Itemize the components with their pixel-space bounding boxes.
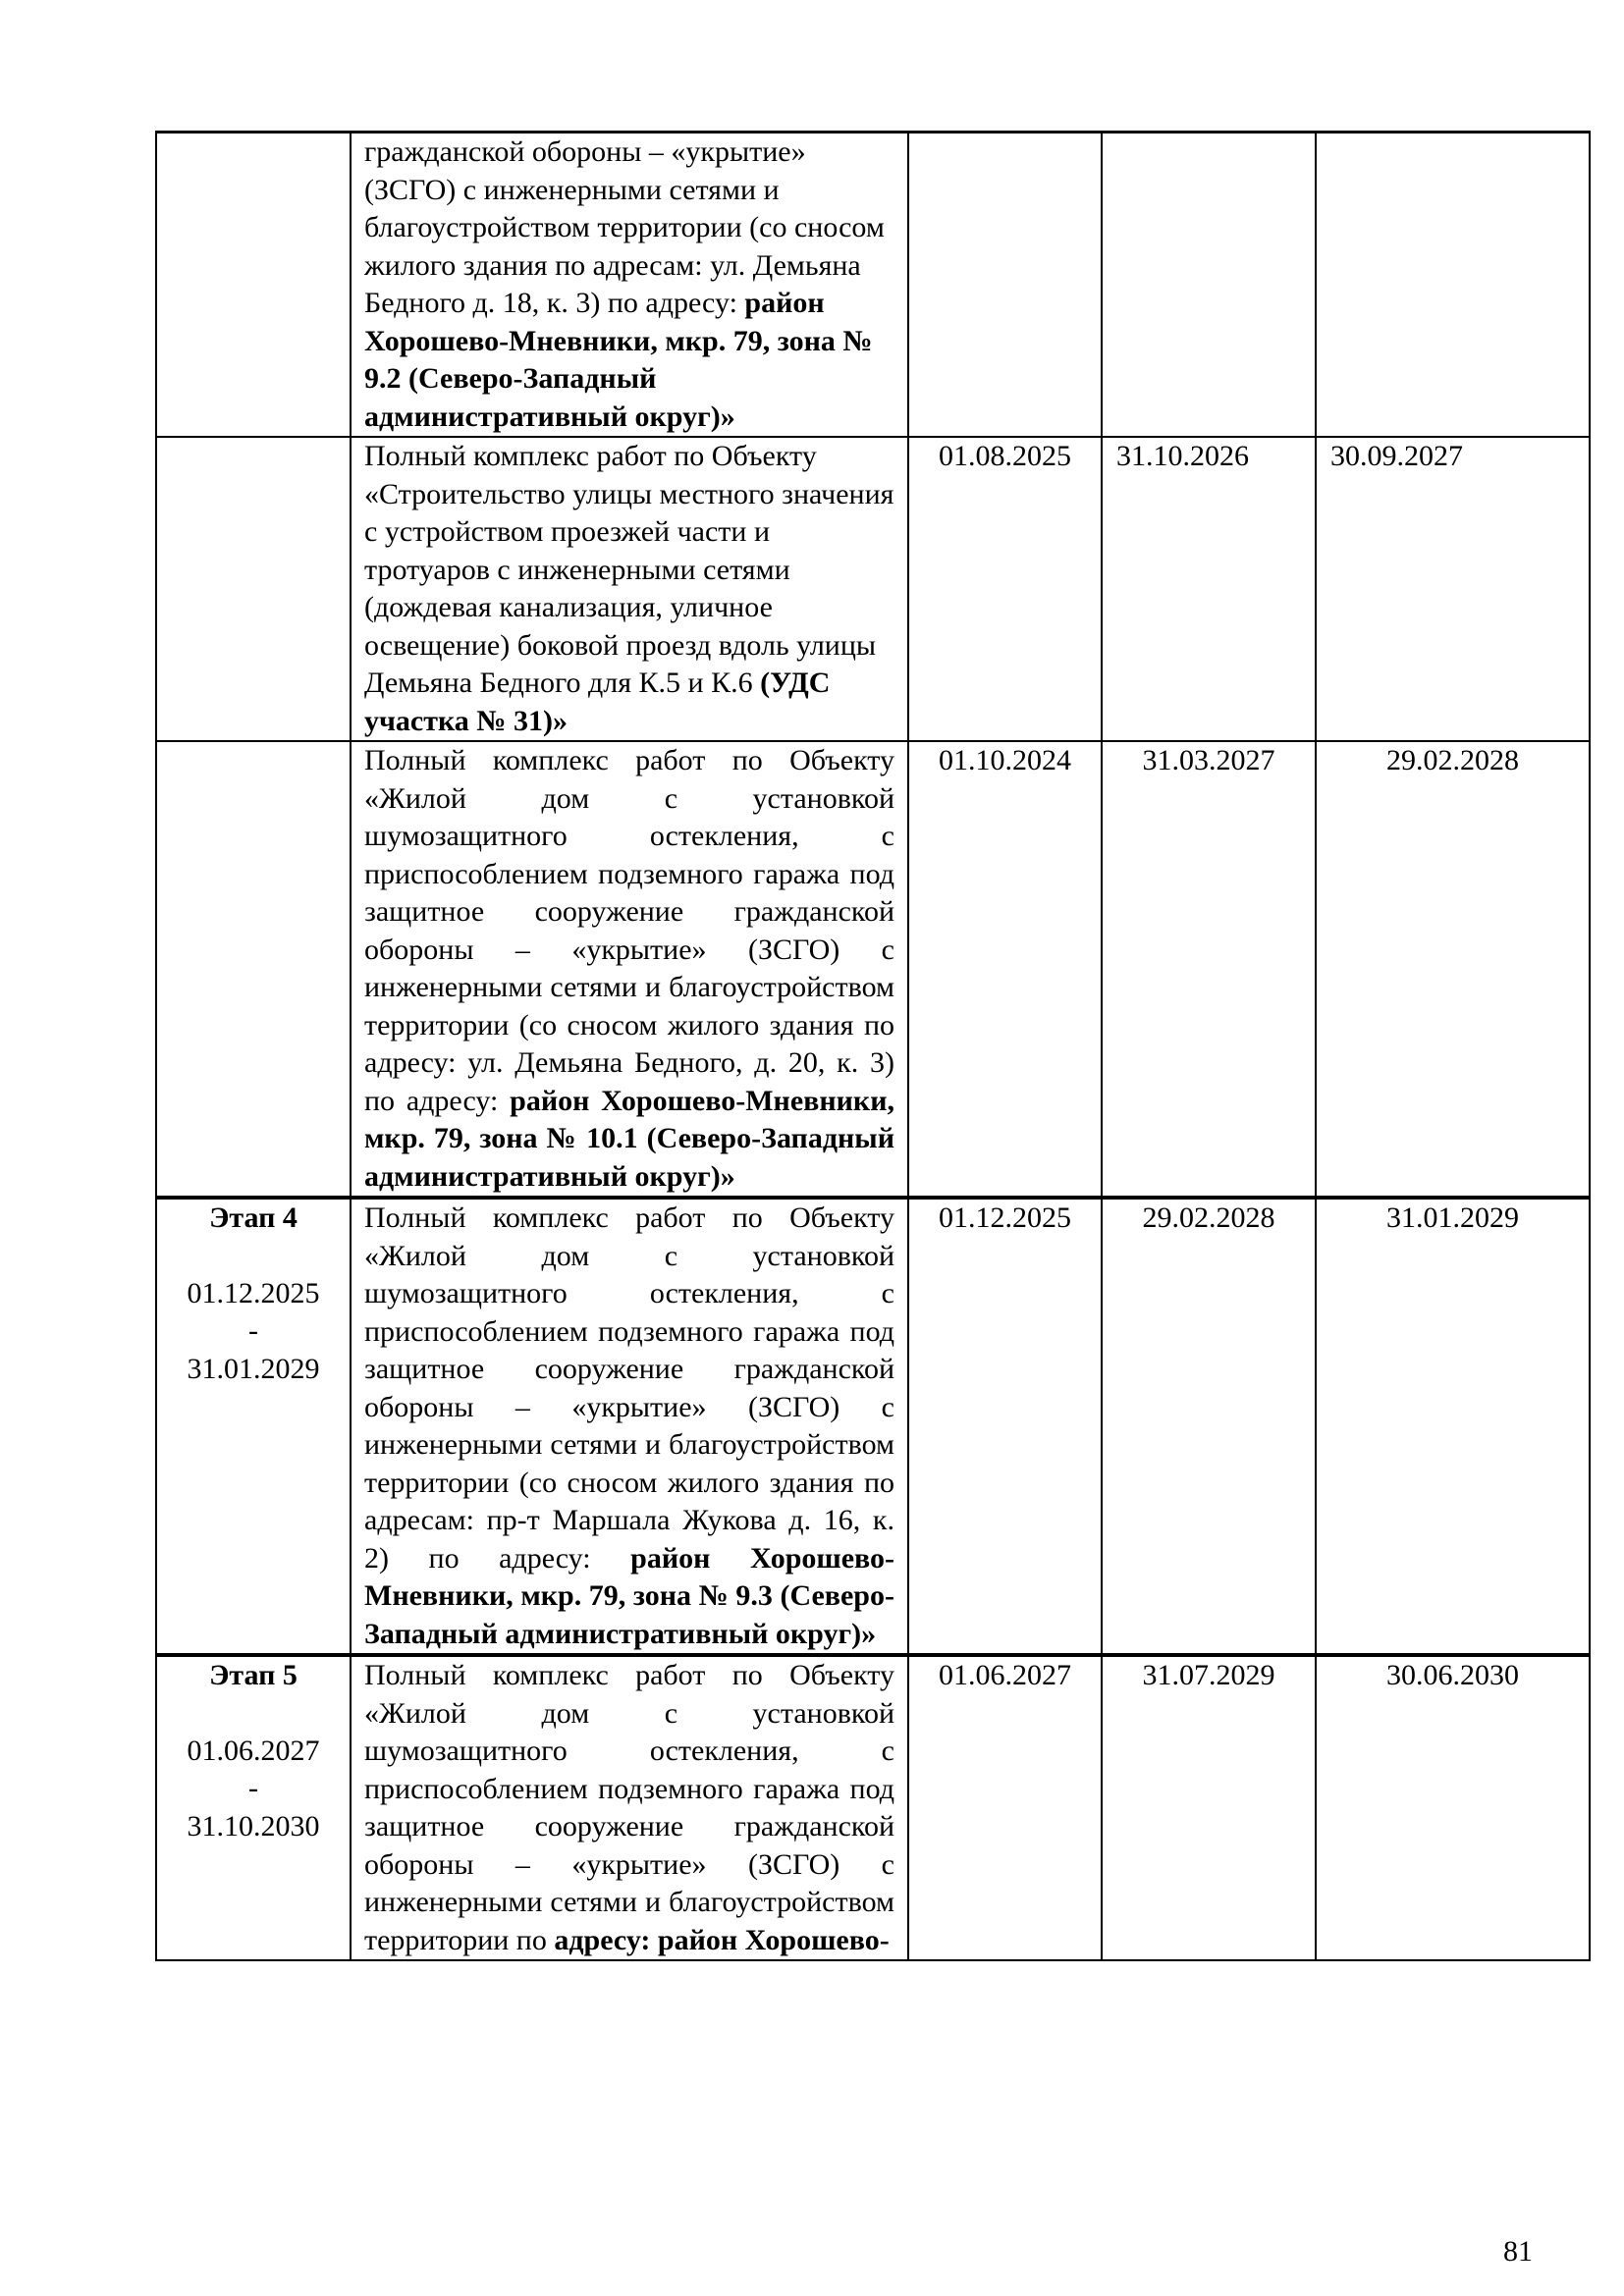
description-cell [351,741,908,1198]
description-address: район Хорошево-Мневники, мкр. 79, зона № 9.2 (Северо-Западный административный округ)» [364,287,873,433]
description-address: адресу: район Хорошево- [554,1923,890,1956]
stage-cell [156,1198,351,1655]
end-date-cell: 31.10.2026 [1102,437,1316,741]
stage-title: Этап 5 [209,1659,298,1691]
table-row [156,133,1590,438]
description-cell [351,437,908,741]
table-row [156,1655,1590,1960]
description-address: (УДС участка № 31)» [364,667,831,737]
stage-title: Этап 4 [209,1201,298,1234]
table-row [156,1198,1590,1655]
description-cell [351,133,908,438]
deadline-date-cell: 30.09.2027 [1316,437,1590,741]
description-address: район Хорошево-Мневники, мкр. 79, зона № 10.1 (Северо-Западный административный округ)» [364,1084,894,1193]
deadline-date-cell [1316,133,1590,438]
end-date-cell: 31.07.2029 [1102,1655,1316,1960]
description-address: район Хорошево-Мневники, мкр. 79, зона № 9.3 (Северо-Западный административный округ)» [364,1541,895,1650]
end-date-cell: 29.02.2028 [1102,1198,1316,1655]
stage-dash: - [248,1772,258,1804]
description-text: Полный комплекс работ по Объекту «Жилой дом с установкой шумозащитного остекления, с приспособлением подземного гаража под защитное сооружение гражданской обороны – «укрытие» (ЗСГО) с инженерными сетями и благоустройством территории по [364,1659,894,1956]
stage-dash: - [248,1314,258,1347]
schedule-table [155,131,1591,1961]
description-text: Полный комплекс работ по Объекту «Жилой дом с установкой шумозащитного остекления, с приспособлением подземного гаража под защитное сооружение гражданской обороны – «укрытие» (ЗСГО) с инженерными сетями и благоустройством территории (со сносом жилого здания по адресу: ул. Демьяна Бедного, д. 20, к. 3) по адресу: [364,744,894,1117]
description-cell [351,1655,908,1960]
stage-start-date: 01.12.2025 [187,1276,320,1309]
stage-end-date: 31.01.2029 [187,1352,320,1385]
stage-cell [156,1655,351,1960]
start-date-cell [908,133,1102,438]
start-date-cell: 01.06.2027 [908,1655,1102,1960]
stage-cell [156,741,351,1198]
page-number: 81 [1503,2235,1533,2268]
start-date-cell: 01.08.2025 [908,437,1102,741]
stage-end-date: 31.10.2030 [187,1809,320,1842]
end-date-cell [1102,133,1316,438]
stage-start-date: 01.06.2027 [187,1734,320,1767]
deadline-date-cell: 29.02.2028 [1316,741,1590,1198]
deadline-date-cell: 31.01.2029 [1316,1198,1590,1655]
table-row [156,741,1590,1198]
end-date-cell: 31.03.2027 [1102,741,1316,1198]
description-text: гражданской обороны – «укрытие» (ЗСГО) с инженерными сетями и благоустройством территории (со сносом жилого здания по адресам: ул. Демьяна Бедного д. 18, к. 3) по адресу: [364,135,885,319]
description-cell [351,1198,908,1655]
table-row [156,437,1590,741]
stage-cell [156,437,351,741]
description-text: Полный комплекс работ по Объекту «Строительство улицы местного значения с устройством проезжей части и тротуаров с инженерными сетями (дождевая канализация, уличное освещение) боковой проезд вдоль улицы Демьяна Бедного для К.5 и К.6 [364,440,894,699]
deadline-date-cell: 30.06.2030 [1316,1655,1590,1960]
start-date-cell: 01.10.2024 [908,741,1102,1198]
description-text: Полный комплекс работ по Объекту «Жилой дом с установкой шумозащитного остекления, с приспособлением подземного гаража под защитное сооружение гражданской обороны – «укрытие» (ЗСГО) с инженерными сетями и благоустройством территории (со сносом жилого здания по адресам: пр-т Маршала Жукова д. 16, к. 2) по адресу: [364,1201,894,1575]
stage-cell [156,133,351,438]
start-date-cell: 01.12.2025 [908,1198,1102,1655]
